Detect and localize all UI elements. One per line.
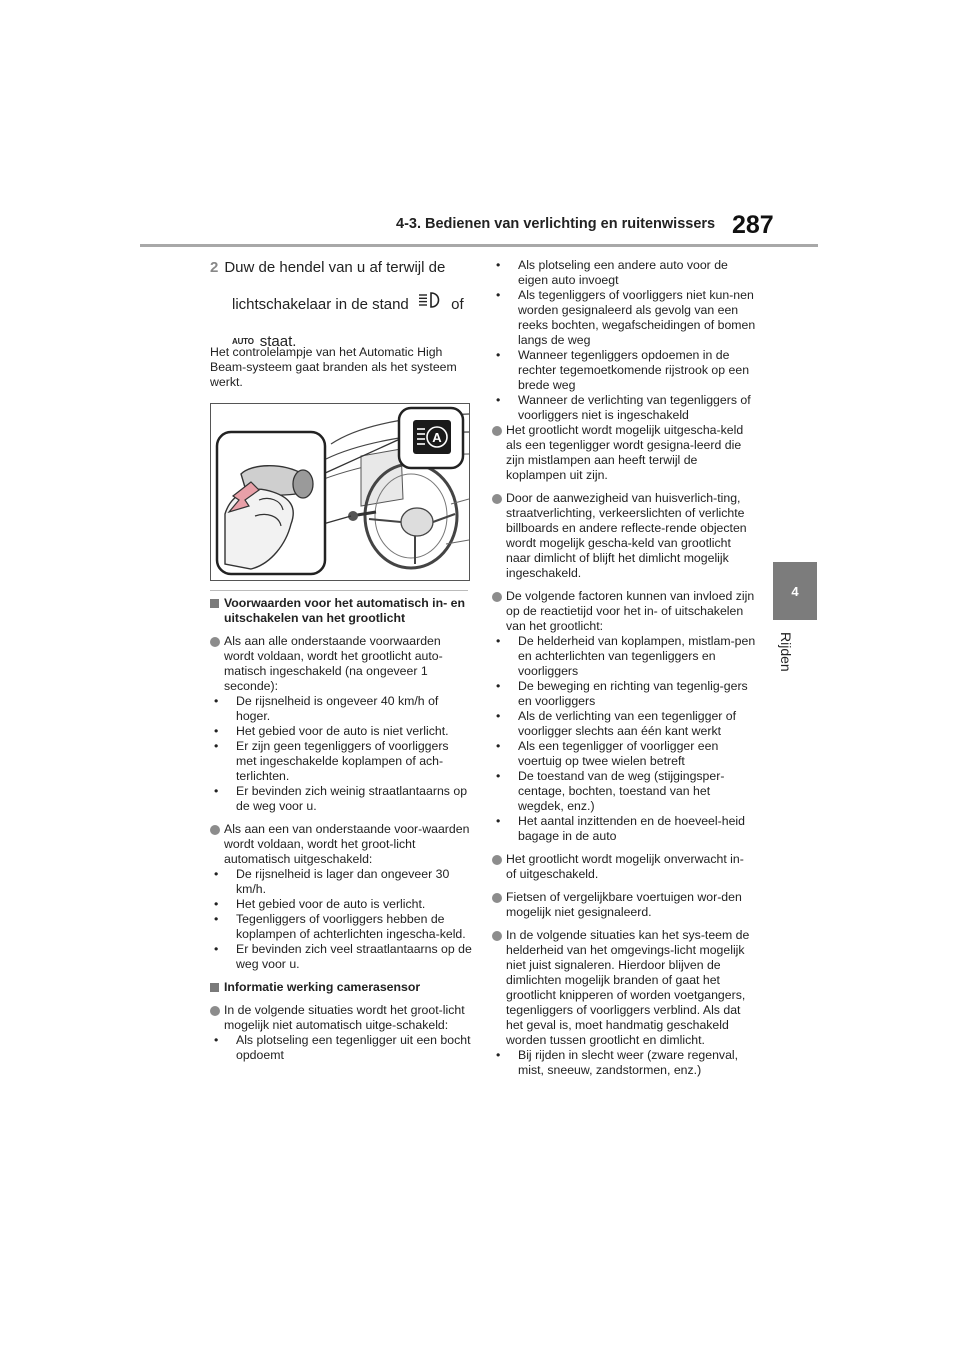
paragraph-text: In de volgende situaties kan het sys-teem de helderheid van het omgevings-licht mogelijk niet juist signaleren. Hierdoor blijven de dimlichten mogelijk branden of gaat het grootlicht knipperen of worden voetgangers, tegenliggers of voorliggers verblind. Als dat het geval is, moet handmatig geschakeld worden tussen grootlicht en dimlicht. [506,928,750,1047]
list-item: • De beweging en richting van tegenlig-gers en voorliggers [492,679,756,709]
list-item: • Als tegenliggers of voorliggers niet kun-nen worden gesignaleerd als gevolg van een reeks bochten, wegafscheidingen of bomen langs de weg [492,288,756,348]
paragraph-reaction-time [492,589,756,844]
paragraph-text: De volgende factoren kunnen van invloed zijn op de reactietijd voor het in- of uitschakelen van het grootlicht: [506,589,755,633]
list-item: • Bij rijden in slecht weer (zware regenval, mist, sneeuw, zandstormen, enz.) [492,1048,756,1078]
paragraph-brightness [492,928,756,1078]
illustration-divider [210,590,468,591]
auto-position-icon: AUTO [232,337,254,347]
list-item: • Wanneer de verlichting van tegenliggers of voorliggers niet is ingeschakeld [492,393,756,423]
section-heading-conditions: Voorwaarden voor het automatisch in- en uitschakelen van het grootlicht [210,596,472,626]
auto-high-beam-indicator-letter: A [432,430,442,445]
continued-list [492,258,756,423]
list-item: • De rijsnelheid is lager dan ongeveer 30 km/h. [210,867,472,897]
lever-illustration [210,403,470,581]
chapter-title: 4-3. Bedienen van verlichting en ruitenwissers [396,216,716,232]
step-line-3: staat. [259,333,297,350]
paragraph-text: In de volgende situaties wordt het groot-licht mogelijk niet automatisch uitge-schakeld: [224,1003,465,1032]
header-divider [140,244,818,247]
list-item: • Er bevinden zich weinig straatlantaarns op de weg voor u. [210,784,472,814]
list-item: • Als een tegenligger of voorligger een voertuig op twee wielen betreft [492,739,756,769]
step-line-2: lichtschakelaar in de stand [232,295,409,313]
paragraph-not-switched-off [210,1003,472,1063]
list-item: • Tegenliggers of voorliggers hebben de koplampen of achterlichten ingescha-keld. [210,912,472,942]
high-beam-icon [417,290,443,320]
paragraph-ambient-lights: Door de aanwezigheid van huisverlich-ting, straatverlichting, verkeerslichten of verlichte billboards en andere reflecte-rende objecten wordt mogelijk gescha-keld van grootlicht naar dimlicht of blijft het dimlicht mogelijk ingeschakeld. [492,491,756,581]
paragraph-auto-on [210,634,472,814]
list-item: • Het aantal inzittenden en de hoeveel-heid bagage in de auto [492,814,756,844]
step-description: Het controlelampje van het Automatic High Beam-systeem gaat branden als het systeem werkt. [210,345,457,389]
list-item: • Als plotseling een andere auto voor de eigen auto invoegt [492,258,756,288]
list-item: • De toestand van de weg (stijgingsper-centage, bochten, toestand van het wegdek, enz.) [492,769,756,814]
list-item: • Als de verlichting van een tegenligger of voorligger slechts aan één kant werkt [492,709,756,739]
paragraph-fog-lamps: Het grootlicht wordt mogelijk uitgescha-keld als een tegenligger wordt gesigna-leerd die zijn mistlampen aan heeft terwijl de koplampen uit zijn. [492,423,756,483]
list-item: • De rijsnelheid is ongeveer 40 km/h of hoger. [210,694,472,724]
chapter-tab [773,562,817,620]
step-number: 2 [210,259,219,276]
list-item: • Het gebied voor de auto is niet verlicht. [210,724,472,739]
step-line-2-after: of [451,295,464,313]
page-number: 287 [732,211,774,239]
list-item: • De helderheid van koplampen, mistlam-pen en achterlichten van tegenliggers en voorliggers [492,634,756,679]
section-heading-camera-sensor: Informatie werking camerasensor [210,980,472,995]
list-item: • Er zijn geen tegenliggers of voorliggers met ingeschakelde koplampen of ach-terlichten. [210,739,472,784]
paragraph-bicycles: Fietsen of vergelijkbare voertuigen wor-den mogelijk niet gesignaleerd. [492,890,756,920]
list-item: • Het gebied voor de auto is verlicht. [210,897,472,912]
paragraph-text: Als aan een van onderstaande voor-waarden wordt voldaan, wordt het groot-licht automatisch uitgeschakeld: [224,822,470,866]
step-instruction [210,254,470,356]
chapter-tab-number: 4 [791,584,799,599]
right-column [492,258,756,1086]
list-item: • Wanneer tegenliggers opdoemen in de rechter tegemoetkomende rijstrook op een brede weg [492,348,756,393]
step-line-1: Duw de hendel van u af terwijl de [224,259,446,276]
left-column [210,596,472,1071]
list-item: • Als plotseling een tegenligger uit een bocht opdoemt [210,1033,472,1063]
paragraph-unexpected: Het grootlicht wordt mogelijk onverwacht in- of uitgeschakeld. [492,852,756,882]
paragraph-auto-off [210,822,472,972]
list-item: • Er bevinden zich veel straatlantaarns op de weg voor u. [210,942,472,972]
paragraph-text: Als aan alle onderstaande voorwaarden wordt voldaan, wordt het grootlicht auto-matisch ingeschakeld (na ongeveer 1 seconde): [224,634,443,693]
chapter-tab-label: Rijden [778,632,794,672]
